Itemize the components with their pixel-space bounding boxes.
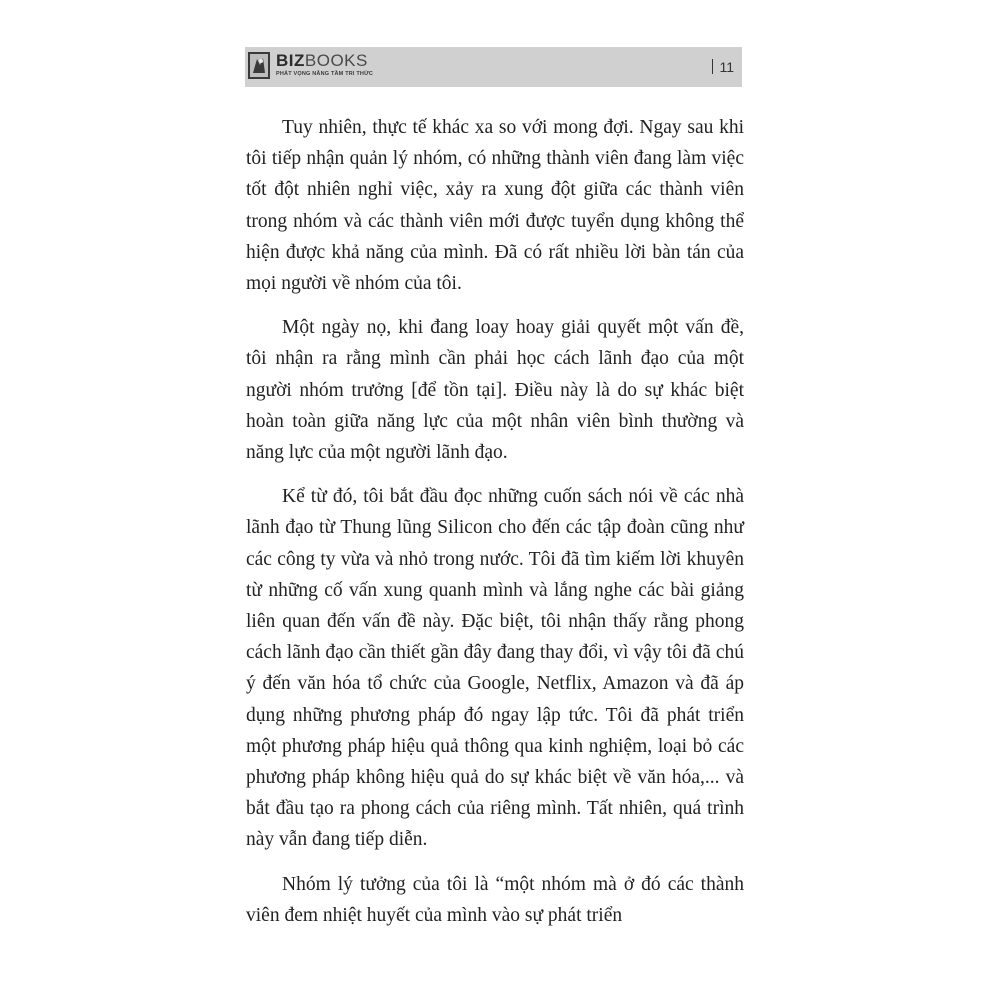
paragraph: Một ngày nọ, khi đang loay hoay giải quyết một vấn đề, tôi nhận ra rằng mình cần phải học cách lãnh đạo của một người nhóm trưởng [để tồn tại]. Điều này là do sự khác biệt hoàn toàn giữa năng lực của một nhân viên bình thường và năng lực của một người lãnh đạo. bbox=[246, 317, 744, 464]
paragraph: Nhóm lý tưởng của tôi là “một nhóm mà ở đó các thành viên đem nhiệt huyết của mình vào sự phát triển bbox=[246, 873, 744, 926]
logo-wordmark-books: BOOKS bbox=[304, 51, 368, 70]
page-number-divider bbox=[712, 59, 714, 74]
page-number bbox=[712, 59, 734, 75]
logo-tagline: PHÁT VỌNG NÂNG TẦM TRI THỨC bbox=[276, 71, 374, 77]
paragraph: Tuy nhiên, thực tế khác xa so với mong đợi. Ngay sau khi tôi tiếp nhận quản lý nhóm, có những thành viên đang làm việc tốt đột nhiên nghỉ việc, xảy ra xung đột giữa các thành viên trong nhóm và các thành viên mới được tuyển dụng không thể hiện được khả năng của mình. Đã có rất nhiều lời bàn tán của mọi người về nhóm của tôi. bbox=[246, 117, 744, 295]
page-header bbox=[245, 47, 742, 87]
page-body bbox=[246, 112, 744, 944]
logo-wordmark-biz: BIZ bbox=[276, 51, 305, 70]
paragraph: Kể từ đó, tôi bắt đầu đọc những cuốn sách nói về các nhà lãnh đạo từ Thung lũng Silicon cho đến các tập đoàn cũng như các công ty vừa và nhỏ trong nước. Tôi đã tìm kiếm lời khuyên từ những cố vấn xung quanh mình và lắng nghe các bài giảng liên quan đến vấn đề này. Đặc biệt, tôi nhận thấy rằng phong cách lãnh đạo cần thiết gần đây đang thay đổi, vì vậy tôi đã chú ý đến văn hóa tổ chức của Google, Netflix, Amazon và đã áp dụng những phương pháp đó ngay lập tức. Tôi đã phát triển một phương pháp hiệu quả thông qua kinh nghiệm, loại bỏ các phương pháp không hiệu quả do sự khác biệt về văn hóa,... và bắt đầu tạo ra phong cách của riêng mình. Tất nhiên, quá trình này vẫn đang tiếp diễn. bbox=[246, 486, 744, 851]
logo-wordmark bbox=[276, 52, 373, 69]
bizbooks-logo bbox=[248, 52, 373, 79]
bizbooks-emblem-icon bbox=[248, 52, 270, 79]
page-number-value: 11 bbox=[719, 59, 734, 75]
